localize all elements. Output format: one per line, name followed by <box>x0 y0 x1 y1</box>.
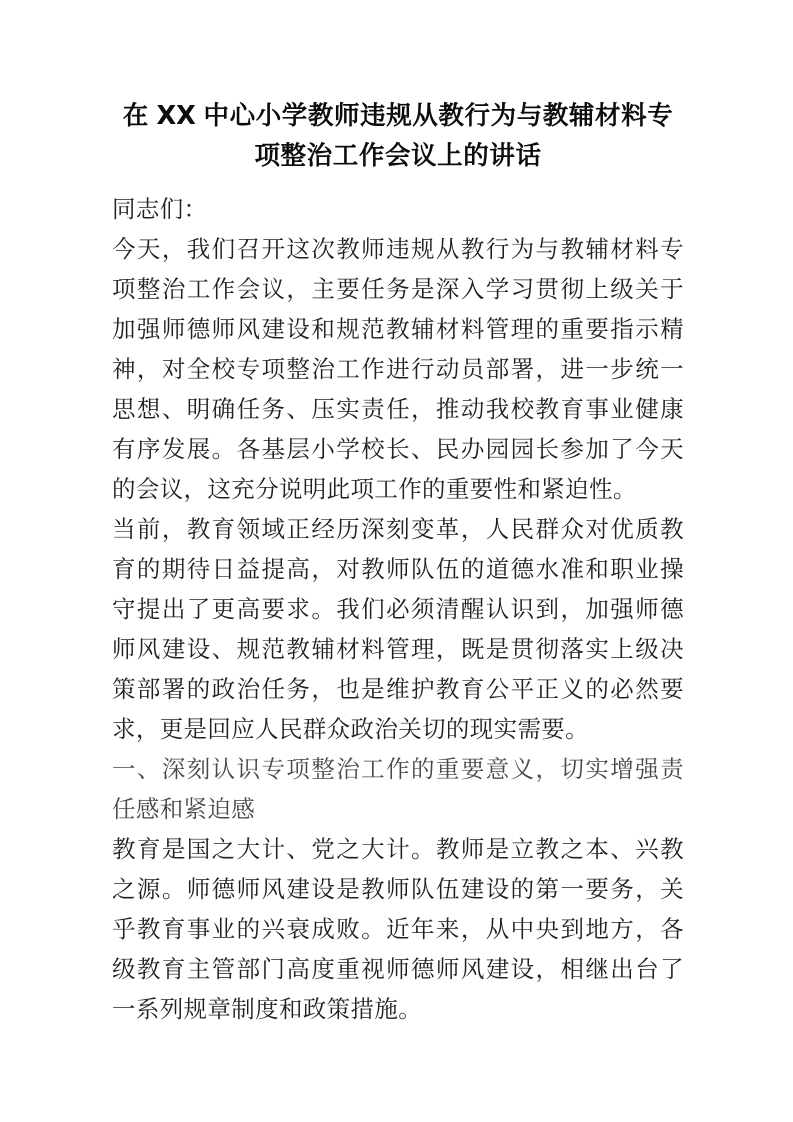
title-placeholder-mark: XX <box>156 101 196 131</box>
title-line2: 整治工作会议上的讲话 <box>280 142 542 170</box>
paragraph-section-one-body: 教育是国之大计、党之大计。教师是立教之本、兴教之源。师德师风建设是教师队伍建设的第一要务，关乎教育事业的兴衰成败。近年来，从中央到地方，各级教育主管部门高度重视师德师风建设，相继出台了一系列规章制度和政策措施。 <box>112 837 684 1023</box>
section-heading-one: 一、深刻认识专项整治工作的重要意义，切实增强责任感和紧迫感 <box>112 757 684 823</box>
document-body <box>112 96 684 1030</box>
document-title <box>112 96 684 176</box>
salutation: 同志们： <box>112 197 208 223</box>
paragraph-background: 当前，教育领域正经历深刻变革，人民群众对优质教育的期待日益提高，对教师队伍的道德水准和职业操守提出了更高要求。我们必须清醒认识到，加强师德师风建设、规范教辅材料管理，既是贯彻落实上级决策部署的政治任务，也是维护教育公平正义的必然要求，更是回应人民群众政治关切的现实需要。 <box>112 517 684 743</box>
title-line1-suffix: 中心小学教师违规从教行为与教辅材料专项 <box>195 102 674 170</box>
title-line1-prefix: 在 <box>122 102 157 130</box>
paragraph-intro: 今天，我们召开这次教师违规从教行为与教辅材料专项整治工作会议，主要任务是深入学习贯彻上级关于加强师德师风建设和规范教辅材料管理的重要指示精神，对全校专项整治工作进行动员部署，进一步统一思想、明确任务、压实责任，推动我校教育事业健康有序发展。各基层小学校长、民办园园长参加了今天的会议，这充分说明此项工作的重要性和紧迫性。 <box>112 237 684 503</box>
